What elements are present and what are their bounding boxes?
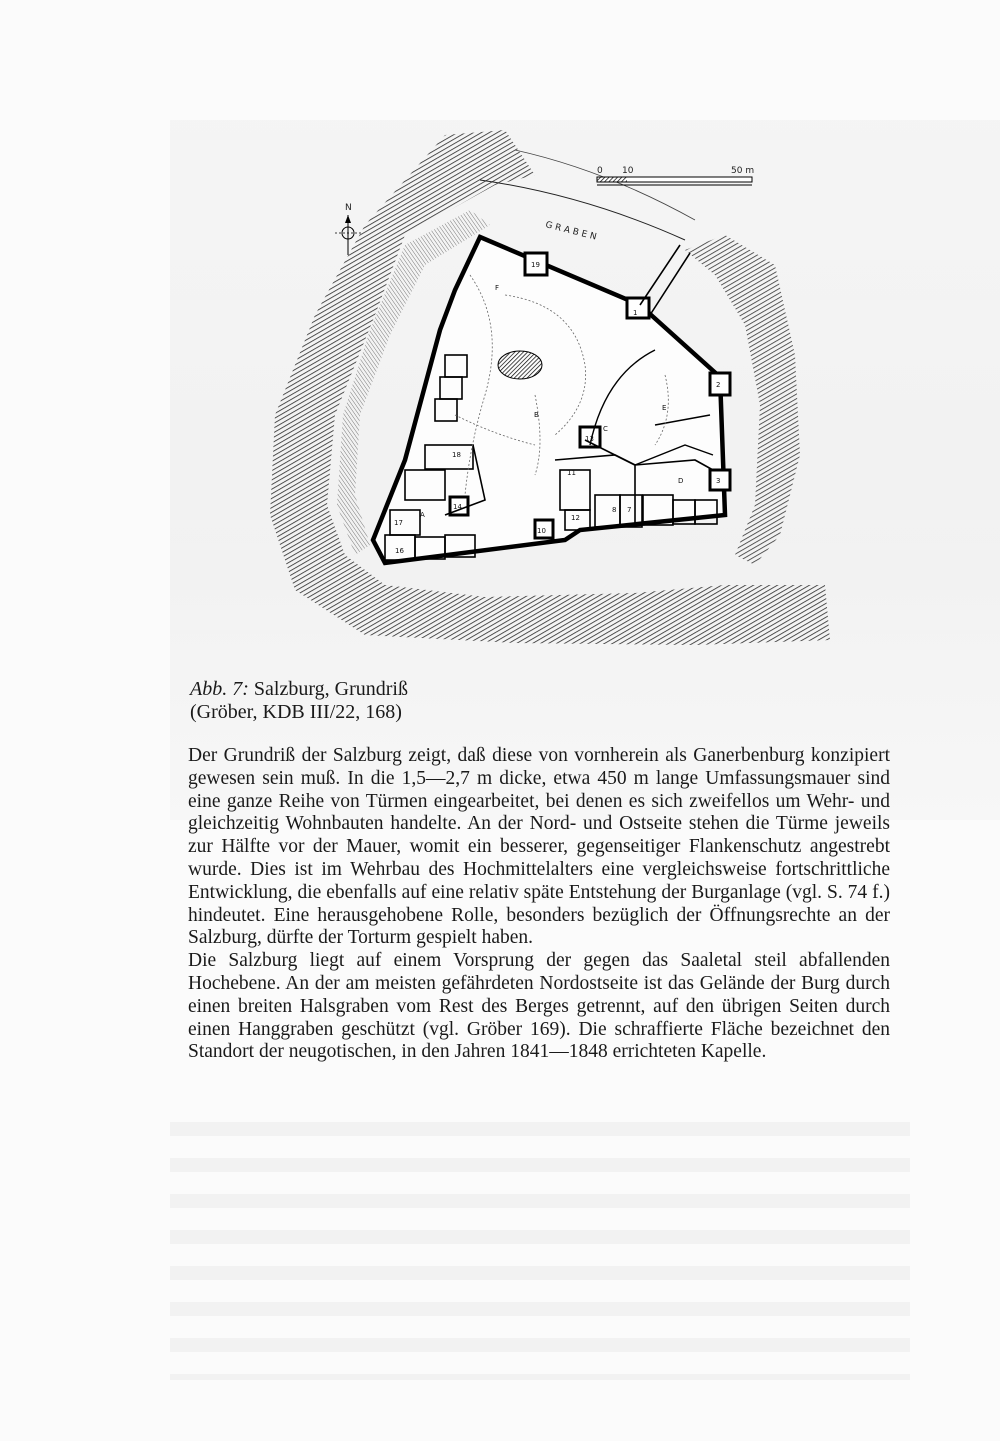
svg-text:A: A: [420, 511, 425, 519]
body-text: [188, 745, 890, 1064]
svg-text:7: 7: [627, 506, 632, 514]
svg-text:10: 10: [537, 527, 546, 535]
svg-text:14: 14: [453, 503, 462, 511]
svg-text:13: 13: [585, 435, 594, 443]
scale-mid: 10: [622, 166, 634, 176]
svg-text:2: 2: [716, 381, 721, 389]
scale-end: 50 m: [731, 166, 755, 176]
svg-text:B: B: [534, 411, 539, 419]
bleed-through-text: [170, 1100, 910, 1380]
svg-text:C: C: [603, 425, 608, 433]
svg-text:18: 18: [452, 451, 461, 459]
compass-north-label: N: [345, 203, 352, 213]
tower-gate: [627, 298, 649, 318]
ditch-label: G R A B E N: [544, 220, 598, 243]
svg-text:E: E: [662, 404, 667, 412]
castle-floor-plan: [255, 115, 835, 660]
svg-text:F: F: [495, 284, 500, 292]
caption-line-1: [190, 678, 690, 701]
svg-text:12: 12: [571, 514, 580, 522]
chapel: [498, 351, 542, 379]
svg-text:17: 17: [394, 519, 403, 527]
svg-text:D: D: [678, 477, 684, 485]
paragraph-2: Die Salzburg liegt auf einem Vorsprung der gegen das Saaletal steil abfallenden Hochebene. An der am meisten gefährdeten Nordostseite ist das Gelände der Burg durch einen breiten Halsgraben vom Rest des Berges getrennt, auf den übrigen Seiten durch einen Hanggraben geschützt (vgl. Gröber 169). Die schraffierte Fläche bezeichnet den Standort der neugotischen, in den Jahren 1841—1848 errichteten Kapelle.: [188, 950, 890, 1063]
svg-text:3: 3: [716, 477, 721, 485]
svg-text:8: 8: [612, 506, 617, 514]
caption-title: Salzburg, Grundriß: [253, 678, 408, 700]
paragraph-1: Der Grundriß der Salzburg zeigt, daß diese von vornherein als Ganerbenburg konzipiert gewesen sein muß. In die 1,5—2,7 m dicke, etwa 450 m lange Umfassungsmauer sind eine ganze Reihe von Türmen eingearbeitet, bei denen es sich zweifellos um Wehr- und gleichzeitig Wohnbauten handelte. An der Nord- und Ostseite stehen die Türme jeweils zur Hälfte vor der Mauer, womit ein besserer, gegenseitiger Flankenschutz angestrebt wurde. Dies ist im Wehrbau des Hochmittelalters eine vergleichsweise fortschrittliche Entwicklung, die ebenfalls auf eine relativ späte Entstehung der Burganlage (vgl. S. 74 f.) hindeutet. Eine herausgehobene Rolle, besonders bezüglich der Öffnungsrechte an der Salzburg, dürfte der Torturm gespielt haben.: [188, 745, 890, 949]
svg-text:1: 1: [633, 309, 638, 317]
caption-label: Abb. 7:: [190, 678, 249, 700]
figure-caption: [190, 678, 690, 724]
caption-source: (Gröber, KDB III/22, 168): [190, 701, 402, 723]
scale-bar: [597, 166, 754, 185]
scale-start: 0: [597, 166, 603, 176]
svg-text:16: 16: [395, 547, 404, 555]
svg-text:19: 19: [531, 261, 540, 269]
svg-text:11: 11: [567, 469, 576, 477]
